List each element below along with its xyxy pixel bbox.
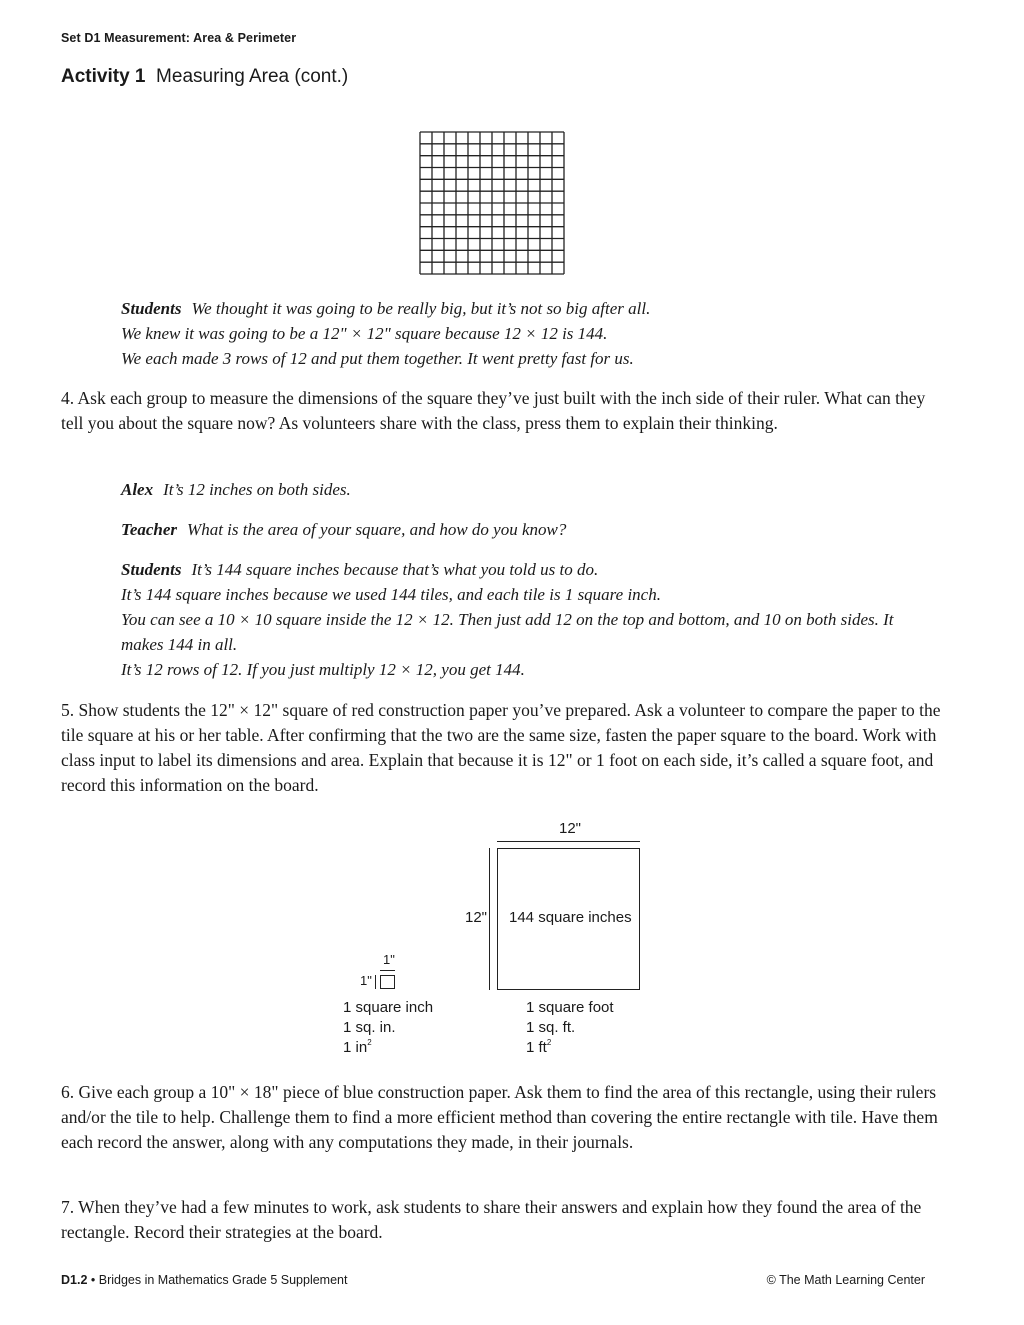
small-top-line xyxy=(380,970,395,971)
step-5: 5. Show students the 12" × 12" square of red construction paper you’ve prepared. Ask a volunteer to compare the paper to the tile square at his or her table. After confirming that the two are the same size, fasten the paper square to the board. Work with class input to label its dimensions and area. Explain that because it is 12" or 1 foot on each side, it’s called a square foot, and record this information on the board. xyxy=(61,700,941,795)
small-caption-3: 1 $in^2$ xyxy=(343,1038,372,1056)
speaker-label: Teacher xyxy=(121,520,178,539)
step-7: 7. When they’ve had a few minutes to work, ask students to share their answers and explain how they found the area of the rectangle. Record their strategies at the board. xyxy=(61,1197,922,1242)
dialog-line: It’s 12 inches on both sides. xyxy=(163,480,351,499)
copyright: © The Math Learning Center xyxy=(766,1273,925,1287)
small-top-label: 1" xyxy=(383,952,395,967)
big-caption-2: 1 sq. ft. xyxy=(526,1019,576,1036)
dialog-line: It’s 144 square inches because we used 144 tiles, and each tile is 1 square inch. xyxy=(121,585,661,604)
big-side-label: 12" xyxy=(465,909,488,926)
big-caption-3: 1 $ft^2$ xyxy=(526,1038,552,1056)
set-title: Set D1 Measurement: Area & Perimeter xyxy=(61,31,297,45)
students-dialog-2 xyxy=(121,557,931,682)
side-dimension-line xyxy=(489,848,490,990)
dialog-line: We thought it was going to be really big, but it’s not so big after all. xyxy=(191,299,651,318)
students-dialog-1 xyxy=(121,296,941,371)
step-4: 4. Ask each group to measure the dimensions of the square they’ve just built with the inch side of their ruler. What can they tell you about the square now? As volunteers share with the class, press them to explain their thinking. xyxy=(61,388,926,433)
square-inch-box xyxy=(380,975,395,989)
activity-label: Activity 1 xyxy=(61,66,146,87)
speaker-label: Alex xyxy=(121,480,154,499)
step-6: 6. Give each group a 10" × 18" piece of blue construction paper. Ask them to find the area of this rectangle, using their rulers and/or the tile to help. Challenge them to find a more efficient method than covering the entire rectangle with tile. Have them each record the answer, along with any computations they made, in their journals. xyxy=(61,1082,938,1152)
big-center-label: 144 square inches xyxy=(509,909,632,926)
big-top-label: 12" xyxy=(559,820,582,837)
footer-left: D1.2 • Bridges in Mathematics Grade 5 Supplement xyxy=(61,1273,348,1287)
dialog-line: You can see a 10 × 10 square inside the 12 × 12. Then just add 12 on the top and bottom, and 10 on both sides. It makes 144 in all. xyxy=(121,610,894,654)
small-side-line xyxy=(375,975,376,989)
small-caption-2: 1 sq. in. xyxy=(343,1019,396,1036)
page-code: D1.2 xyxy=(61,1273,88,1287)
dialog-line: It’s 144 square inches because that’s what you told us to do. xyxy=(191,560,599,579)
tile-grid xyxy=(418,130,566,276)
activity-name: Measuring Area (cont.) xyxy=(156,66,349,87)
speaker-label: Students xyxy=(121,299,182,318)
dialog-line: We each made 3 rows of 12 and put them together. It went pretty fast for us. xyxy=(121,349,634,368)
small-caption-1: 1 square inch xyxy=(343,999,434,1016)
small-side-label: 1" xyxy=(360,973,372,988)
teacher-dialog xyxy=(121,517,941,542)
speaker-label: Students xyxy=(121,560,182,579)
big-caption-1: 1 square foot xyxy=(526,999,614,1016)
activity-title xyxy=(61,66,348,88)
dialog-line: It’s 12 rows of 12. If you just multiply 12 × 12, you get 144. xyxy=(121,660,525,679)
dialog-line: What is the area of your square, and how do you know? xyxy=(187,520,567,539)
book-title: Bridges in Mathematics Grade 5 Supplement xyxy=(98,1273,348,1287)
dialog-line: We knew it was going to be a 12" × 12" square because 12 × 12 is 144. xyxy=(121,324,608,343)
alex-dialog xyxy=(121,477,941,502)
top-dimension-line xyxy=(497,841,640,842)
